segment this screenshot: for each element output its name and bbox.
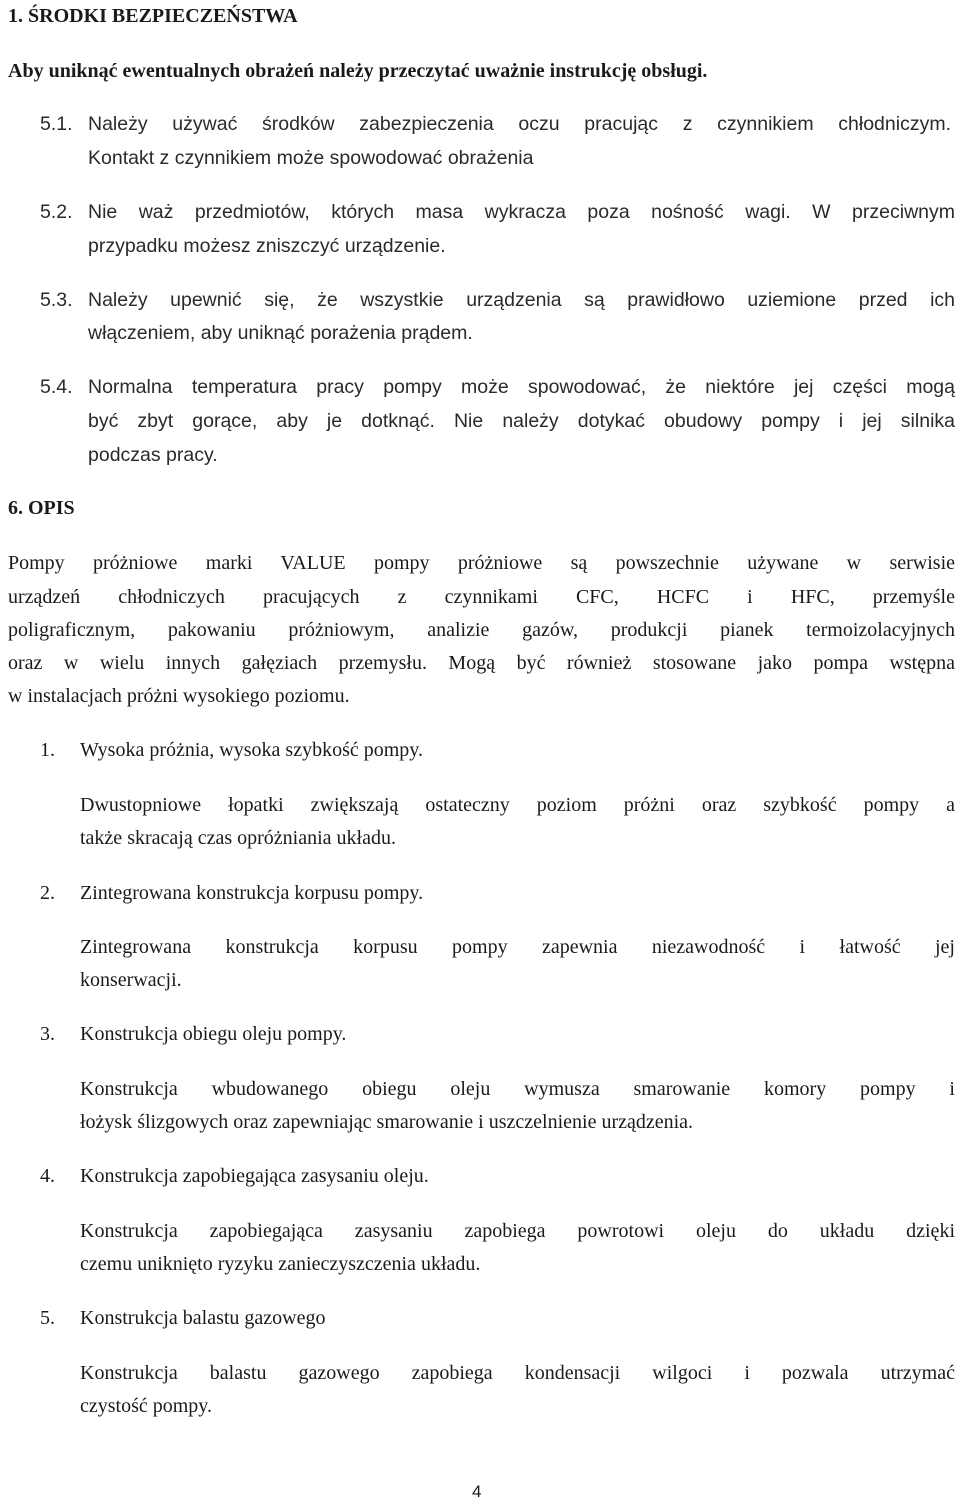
feature-title: Zintegrowana konstrukcja korpusu pompy. bbox=[80, 882, 424, 904]
feature-desc-line: Dwustopniowe łopatki zwiększają ostateczny poziom próżni oraz szybkość pompy a bbox=[80, 794, 955, 816]
feature-title: Konstrukcja balastu gazowego bbox=[80, 1307, 326, 1329]
feature-desc-line: czystość pompy. bbox=[80, 1395, 213, 1417]
feature-number: 3. bbox=[40, 1023, 55, 1045]
item-text-line: Należy używać środków zabezpieczenia oczu pracując z czynnikiem chłodniczym. bbox=[88, 113, 951, 135]
intro-line: Pompy próżniowe marki VALUE pompy próżniowe są powszechnie używane w serwisie bbox=[8, 552, 955, 574]
item-number: 5.1. bbox=[40, 113, 73, 135]
feature-number: 2. bbox=[40, 882, 55, 904]
section-heading-safety: 1. ŚRODKI BEZPIECZEŃSTWA bbox=[8, 5, 298, 27]
item-text-line: przypadku możesz zniszczyć urządzenie. bbox=[88, 235, 446, 257]
feature-number: 1. bbox=[40, 739, 55, 761]
feature-desc-line: Konstrukcja balastu gazowego zapobiega kondensacji wilgoci i pozwala utrzymać bbox=[80, 1362, 955, 1384]
item-number: 5.2. bbox=[40, 201, 73, 223]
intro-line: w instalacjach próżni wysokiego poziomu. bbox=[8, 685, 350, 707]
item-text-line: Normalna temperatura pracy pompy może spowodować, że niektóre jej części mogą bbox=[88, 376, 955, 398]
feature-number: 4. bbox=[40, 1165, 55, 1187]
feature-title: Konstrukcja zapobiegająca zasysaniu oleju. bbox=[80, 1165, 429, 1187]
feature-desc-line: konserwacji. bbox=[80, 969, 182, 991]
feature-title: Konstrukcja obiegu oleju pompy. bbox=[80, 1023, 347, 1045]
feature-desc-line: łożysk ślizgowych oraz zapewniając smarowanie i uszczelnienie urządzenia. bbox=[80, 1111, 694, 1133]
item-text-line: Kontakt z czynnikiem może spowodować obrażenia bbox=[88, 147, 534, 169]
safety-warning: Aby uniknąć ewentualnych obrażeń należy przeczytać uważnie instrukcję obsługi. bbox=[8, 60, 708, 82]
section-heading-description: 6. OPIS bbox=[8, 497, 75, 519]
feature-title: Wysoka próżnia, wysoka szybkość pompy. bbox=[80, 739, 423, 761]
feature-number: 5. bbox=[40, 1307, 55, 1329]
feature-desc-line: czemu uniknięto ryzyku zanieczyszczenia układu. bbox=[80, 1253, 481, 1275]
intro-line: poligraficznym, pakowaniu próżniowym, analizie gazów, produkcji pianek termoizolacyjnych bbox=[8, 619, 955, 641]
feature-desc-line: także skracają czas opróżniania układu. bbox=[80, 827, 396, 849]
item-number: 5.3. bbox=[40, 289, 73, 311]
item-text-line: być zbyt gorące, aby je dotknąć. Nie należy dotykać obudowy pompy i jej silnika bbox=[88, 410, 955, 432]
intro-line: urządzeń chłodniczych pracujących z czynnikami CFC, HCFC i HFC, przemyśle bbox=[8, 586, 955, 608]
feature-desc-line: Zintegrowana konstrukcja korpusu pompy zapewnia niezawodność i łatwość jej bbox=[80, 936, 955, 958]
item-number: 5.4. bbox=[40, 376, 73, 398]
item-text-line: podczas pracy. bbox=[88, 444, 218, 466]
page-number: 4 bbox=[472, 1482, 482, 1501]
item-text-line: włączeniem, aby uniknąć porażenia prądem. bbox=[88, 322, 473, 344]
item-text-line: Nie waż przedmiotów, których masa wykracza poza nośność wagi. W przeciwnym bbox=[88, 201, 955, 223]
item-text-line: Należy upewnić się, że wszystkie urządzenia są prawidłowo uziemione przed ich bbox=[88, 289, 955, 311]
intro-line: oraz w wielu innych gałęziach przemysłu. Mogą być również stosowane jako pompa wstępna bbox=[8, 652, 955, 674]
feature-desc-line: Konstrukcja zapobiegająca zasysaniu zapobiega powrotowi oleju do układu dzięki bbox=[80, 1220, 955, 1242]
feature-desc-line: Konstrukcja wbudowanego obiegu oleju wymusza smarowanie komory pompy i bbox=[80, 1078, 955, 1100]
